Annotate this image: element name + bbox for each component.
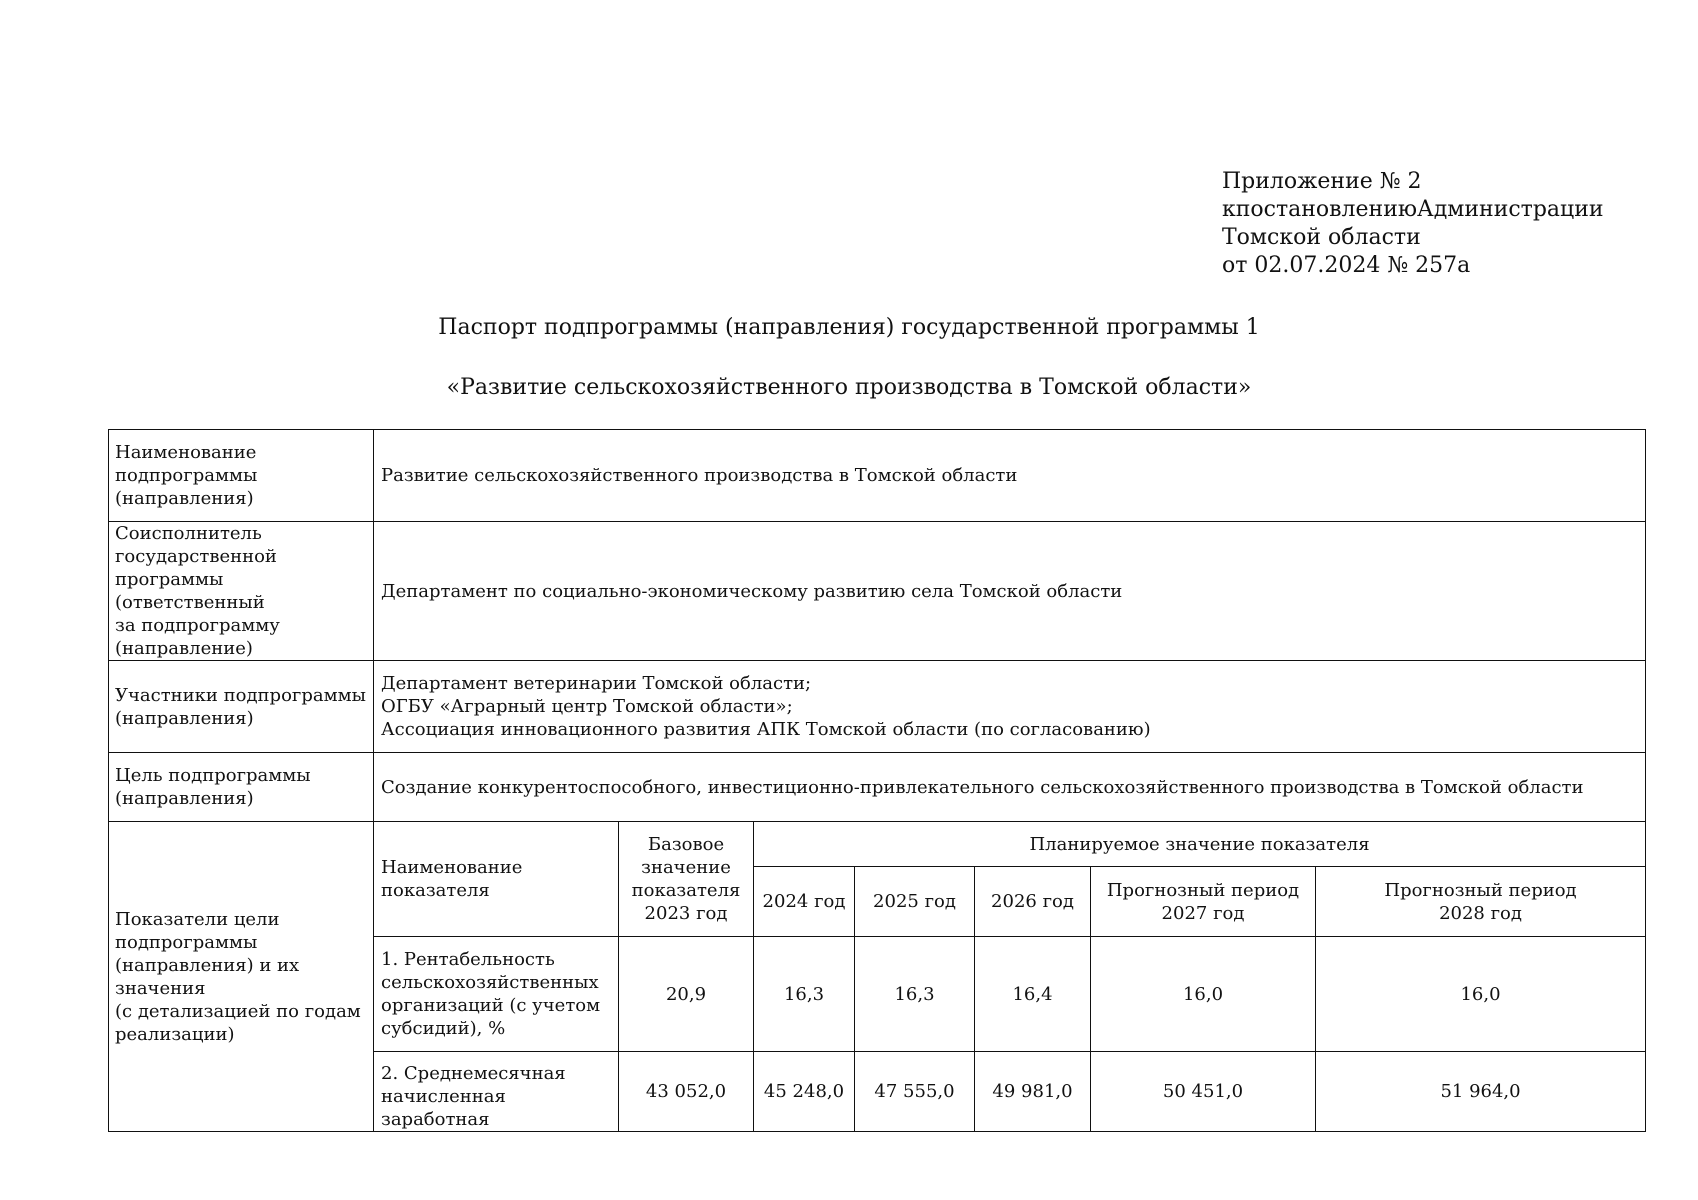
indicator-value-2025: 47 555,0: [855, 1052, 975, 1132]
header-base-value: [619, 822, 754, 937]
header-line: Прогнозный период: [1384, 879, 1577, 901]
header-forecast-2028: [1316, 867, 1646, 937]
appendix-region: Томской области: [1222, 225, 1421, 250]
header-line: Базовое: [647, 834, 725, 855]
indicator-name-line: начисленная заработная: [381, 1086, 506, 1130]
indicator-base-value: 43 052,0: [619, 1052, 754, 1132]
appendix-word: к: [1222, 197, 1236, 222]
indicator-value-2028: 16,0: [1316, 937, 1646, 1052]
appendix-date-number: от 02.07.2024 № 257а: [1222, 253, 1471, 278]
label-line: (направления): [115, 707, 254, 729]
appendix-block: [1222, 168, 1604, 280]
label-subprogram-name: [109, 430, 374, 522]
indicator-name-line: организаций (с учетом: [381, 995, 601, 1016]
label-line: реализации): [115, 1023, 235, 1045]
header-line: значение: [641, 857, 731, 878]
participant-item: Департамент ветеринарии Томской области;: [381, 673, 812, 694]
indicator-value-2028: 51 964,0: [1316, 1052, 1646, 1132]
header-line: 2023 год: [644, 903, 728, 924]
label-line: за подпрограмму: [115, 615, 280, 636]
value-coexecutor: Департамент по социально-экономическому развитию села Томской области: [374, 522, 1646, 661]
row-participants: [109, 661, 1646, 753]
label-line: Показатели цели: [115, 908, 280, 930]
document-title: Паспорт подпрограммы (направления) государственной программы 1: [438, 315, 1260, 340]
label-line: (ответственный: [115, 592, 265, 613]
label-line: Соисполнитель: [115, 523, 262, 544]
indicator-value-2027: 50 451,0: [1091, 1052, 1316, 1132]
label-line: (направление): [115, 638, 253, 659]
appendix-word: Администрации: [1417, 197, 1604, 222]
label-line: (направления) и их значения: [115, 954, 300, 999]
label-line: подпрограммы: [115, 931, 258, 953]
header-line: 2028 год: [1439, 902, 1522, 924]
label-coexecutor: [109, 522, 374, 661]
label-line: (направления): [115, 488, 254, 509]
label-line: Участники подпрограммы: [115, 684, 366, 706]
indicator-value-2026: 16,4: [975, 937, 1091, 1052]
participant-item: ОГБУ «Аграрный центр Томской области»;: [381, 696, 793, 717]
appendix-resolution-line: [1222, 196, 1604, 224]
indicator-value-2024: 16,3: [754, 937, 855, 1052]
value-goal: Создание конкурентоспособного, инвестиционно-привлекательного сельскохозяйственного производства в Томской области: [374, 753, 1646, 822]
indicator-base-value: 20,9: [619, 937, 754, 1052]
label-goal: [109, 753, 374, 822]
program-title: «Развитие сельскохозяйственного производства в Томской области»: [446, 375, 1252, 400]
indicator-value-2025: 16,3: [855, 937, 975, 1052]
header-year-2026: 2026 год: [975, 867, 1091, 937]
label-line: Цель подпрограммы: [115, 765, 311, 786]
header-year-2025: 2025 год: [855, 867, 975, 937]
value-subprogram-name: Развитие сельскохозяйственного производства в Томской области: [374, 430, 1646, 522]
indicator-value-2027: 16,0: [1091, 937, 1316, 1052]
label-participants: [109, 661, 374, 753]
header-year-2024: 2024 год: [754, 867, 855, 937]
row-indicators-header: [109, 822, 1646, 867]
row-goal: [109, 753, 1646, 822]
indicator-value-2026: 49 981,0: [975, 1052, 1091, 1132]
label-line: (направления): [115, 788, 254, 809]
header-line: показателя: [631, 880, 741, 901]
header-planned-value: Планируемое значение показателя: [754, 822, 1646, 867]
row-subprogram-name: [109, 430, 1646, 522]
label-indicators: [109, 822, 374, 1132]
value-participants: [374, 661, 1646, 753]
label-line: подпрограммы: [115, 465, 258, 486]
indicator-name: [374, 1052, 619, 1132]
header-line: 2027 год: [1161, 902, 1245, 924]
indicator-value-2024: 45 248,0: [754, 1052, 855, 1132]
passport-table: [108, 429, 1646, 1132]
participant-item: Ассоциация инновационного развития АПК Томской области (по согласованию): [381, 719, 1151, 740]
indicator-name: [374, 937, 619, 1052]
indicator-name-line: сельскохозяйственных: [381, 972, 599, 993]
indicator-name-line: 2. Среднемесячная: [381, 1063, 566, 1084]
header-forecast-2027: [1091, 867, 1316, 937]
label-line: (с детализацией по годам: [115, 1000, 361, 1022]
appendix-word: постановлению: [1235, 197, 1418, 222]
label-line: Наименование: [115, 442, 257, 463]
appendix-number: Приложение № 2: [1222, 169, 1422, 194]
header-indicator-name: Наименование показателя: [374, 822, 619, 937]
row-coexecutor: [109, 522, 1646, 661]
indicator-name-line: субсидий), %: [381, 1018, 506, 1039]
header-line: Прогнозный период: [1106, 879, 1300, 901]
label-line: государственной программы: [115, 546, 277, 590]
indicator-name-line: 1. Рентабельность: [381, 949, 555, 970]
